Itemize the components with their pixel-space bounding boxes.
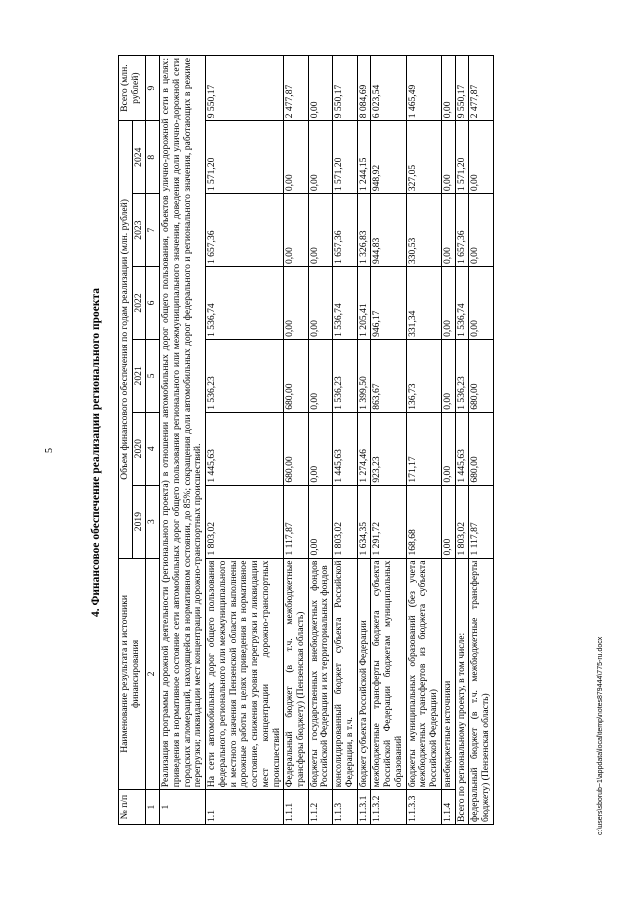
row-value: 1 326,83 <box>357 194 371 267</box>
column-number: 4 <box>146 412 160 485</box>
row-num: 1.1.2 <box>308 790 332 825</box>
row-num: 1.1 <box>206 790 284 825</box>
table-row <box>441 56 455 825</box>
column-number: 6 <box>146 267 160 340</box>
row-value: 1 657,36 <box>333 194 357 267</box>
row-value: 1 445,63 <box>206 412 284 485</box>
row-value: 1 571,20 <box>333 121 357 194</box>
row-value: 1 244,15 <box>357 121 371 194</box>
row-total: 9 550,17 <box>333 56 357 121</box>
row-value: 168,68 <box>406 485 441 558</box>
row-value: 944,83 <box>371 194 406 267</box>
header-year: 2020 <box>132 412 146 485</box>
goal-row <box>160 56 206 825</box>
row-value: 1 291,72 <box>371 485 406 558</box>
row-value: 0,00 <box>308 412 332 485</box>
row-value: 0,00 <box>441 339 455 412</box>
total-label: Всего по региональному проекту, в том числе: <box>455 558 469 824</box>
header-name: Наименование результата и источники финансирования <box>119 558 146 790</box>
row-total: 9 550,17 <box>206 56 284 121</box>
row-value: 1 536,23 <box>206 339 284 412</box>
row-value: 1 536,74 <box>333 267 357 340</box>
row-value: 0,00 <box>308 485 332 558</box>
header-year: 2022 <box>132 267 146 340</box>
row-name: бюджеты государственных внебюджетных фондов Российской Федерации и их территориальных фондов <box>308 558 332 790</box>
row-value: 863,67 <box>371 339 406 412</box>
row-total: 0,00 <box>441 56 455 121</box>
finance-table <box>118 55 494 825</box>
row-value: 1 445,63 <box>333 412 357 485</box>
row-value: 0,00 <box>441 485 455 558</box>
row-name: межбюджетные трансферты бюджета субъекта Российской Федерации бюджетам муниципальных образований <box>371 558 406 790</box>
federal-value: 0,00 <box>469 194 493 267</box>
row-name: консолидированный бюджет субъекта Российской Федерации, в т.ч. <box>333 558 357 790</box>
federal-row <box>469 56 493 825</box>
header-year: 2023 <box>132 194 146 267</box>
column-number: 5 <box>146 339 160 412</box>
row-value: 0,00 <box>441 121 455 194</box>
row-num: 1.1.1 <box>284 790 308 825</box>
row-value: 946,17 <box>371 267 406 340</box>
row-value: 0,00 <box>284 267 308 340</box>
page-number: 5 <box>44 448 55 453</box>
table-row <box>333 56 357 825</box>
row-name: бюджет субъекта Российской Федерации <box>357 558 371 790</box>
section-heading: 4. Финансовое обеспечение реализации регионального проекта <box>90 287 102 618</box>
row-num: 1.1.3 <box>333 790 357 825</box>
table-row <box>357 56 371 825</box>
row-value: 1 803,02 <box>206 485 284 558</box>
row-value: 327,05 <box>406 121 441 194</box>
row-total: 6 023,54 <box>371 56 406 121</box>
column-number: 2 <box>146 558 160 790</box>
row-value: 0,00 <box>441 412 455 485</box>
row-value: 0,00 <box>308 339 332 412</box>
row-num: 1.1.3.1 <box>357 790 371 825</box>
row-value: 0,00 <box>284 194 308 267</box>
goal-text: Реализация программы дорожной деятельности (регионального проекта) в отношении автомобильных дорог общего пользования, объектов улично-дорожной сети в целях: приведения в нормативное состояние сети автомобильных дорог общего пользования регионального или межмуниципального значения, доведения доли улично-дорожной сети городских агломераций, находящейся в нормативном состоянии, до 85%; сокращения доли автомобильных дорог федерального и регионального значения, работающих в режиме перегрузки; ликвидации мест концентрации дорожно-транспортных происшествий. <box>160 56 206 790</box>
row-name: Федеральный бюджет (в т.ч. межбюджетные трансферы бюджету) (Пензенская область) <box>284 558 308 790</box>
header-year: 2019 <box>132 485 146 558</box>
row-value: 0,00 <box>284 121 308 194</box>
row-value: 0,00 <box>308 267 332 340</box>
column-number: 8 <box>146 121 160 194</box>
row-value: 680,00 <box>284 412 308 485</box>
table-row <box>308 56 332 825</box>
row-value: 1 399,50 <box>357 339 371 412</box>
file-path-footer: c:\users\sborub~1\appdata\local\temp\notes879444\775-ru.docx <box>597 636 604 835</box>
federal-value: 1 117,87 <box>469 485 493 558</box>
row-value: 923,23 <box>371 412 406 485</box>
row-value: 1 536,23 <box>333 339 357 412</box>
header-num: № п/п <box>119 790 146 825</box>
row-total: 2 477,87 <box>284 56 308 121</box>
header-total: Всего (млн. рублей) <box>119 56 146 121</box>
total-value: 1 536,23 <box>455 339 469 412</box>
row-value: 948,92 <box>371 121 406 194</box>
row-value: 331,34 <box>406 267 441 340</box>
row-value: 1 205,41 <box>357 267 371 340</box>
total-value: 1 803,02 <box>455 485 469 558</box>
column-number: 3 <box>146 485 160 558</box>
federal-label: федеральный бюджет (в т.ч. межбюджетные трансферты бюджету) (Пензенская область) <box>469 558 493 824</box>
total-value: 1 536,74 <box>455 267 469 340</box>
column-number: 7 <box>146 194 160 267</box>
row-value: 1 657,36 <box>206 194 284 267</box>
row-total: 8 084,69 <box>357 56 371 121</box>
row-value: 0,00 <box>441 267 455 340</box>
row-value: 330,53 <box>406 194 441 267</box>
row-value: 1 117,87 <box>284 485 308 558</box>
row-value: 0,00 <box>308 121 332 194</box>
row-value: 0,00 <box>308 194 332 267</box>
total-row <box>455 56 469 825</box>
row-value: 171,17 <box>406 412 441 485</box>
total-value: 1 571,20 <box>455 121 469 194</box>
column-number: 9 <box>146 56 160 121</box>
total-sum: 9 550,17 <box>455 56 469 121</box>
row-value: 1 634,35 <box>357 485 371 558</box>
table-row <box>371 56 406 825</box>
row-total: 1 465,49 <box>406 56 441 121</box>
column-number: 1 <box>146 790 160 825</box>
row-num: 1.1.3.3 <box>406 790 441 825</box>
row-value: 1 803,02 <box>333 485 357 558</box>
row-name: На сети автомобильных дорог общего пользования федерального, регионального или межмуниципального и местного значения Пензенской области выполнены дорожные работы в целях приведения в нормативное состояние, снижения уровня перегрузки и ликвидации мест концентрации дорожно-транспортных происшествий <box>206 558 284 790</box>
row-value: 1 274,46 <box>357 412 371 485</box>
row-total: 0,00 <box>308 56 332 121</box>
row-value: 0,00 <box>441 194 455 267</box>
row-num: 1.1.3.2 <box>371 790 406 825</box>
row-value: 1 536,74 <box>206 267 284 340</box>
row-name: внебюджетные источники <box>441 558 455 790</box>
federal-value: 0,00 <box>469 121 493 194</box>
row-value: 136,73 <box>406 339 441 412</box>
row-name: бюджеты муниципальных образований (без учета межбюджетных трансфертов из бюджета субъекта Российской Федерации) <box>406 558 441 790</box>
federal-value: 0,00 <box>469 267 493 340</box>
federal-value: 680,00 <box>469 339 493 412</box>
total-value: 1 657,36 <box>455 194 469 267</box>
table-row <box>206 56 284 825</box>
table-row <box>406 56 441 825</box>
header-years-group: Объем финансового обеспечения по годам реализации (млн. рублей) <box>119 121 133 558</box>
row-value: 680,00 <box>284 339 308 412</box>
table-row <box>284 56 308 825</box>
header-year: 2021 <box>132 339 146 412</box>
total-value: 1 445,63 <box>455 412 469 485</box>
row-num: 1.1.4 <box>441 790 455 825</box>
header-year: 2024 <box>132 121 146 194</box>
goal-num: 1 <box>160 790 206 825</box>
federal-value: 680,00 <box>469 412 493 485</box>
federal-sum: 2 477,87 <box>469 56 493 121</box>
row-value: 1 571,20 <box>206 121 284 194</box>
